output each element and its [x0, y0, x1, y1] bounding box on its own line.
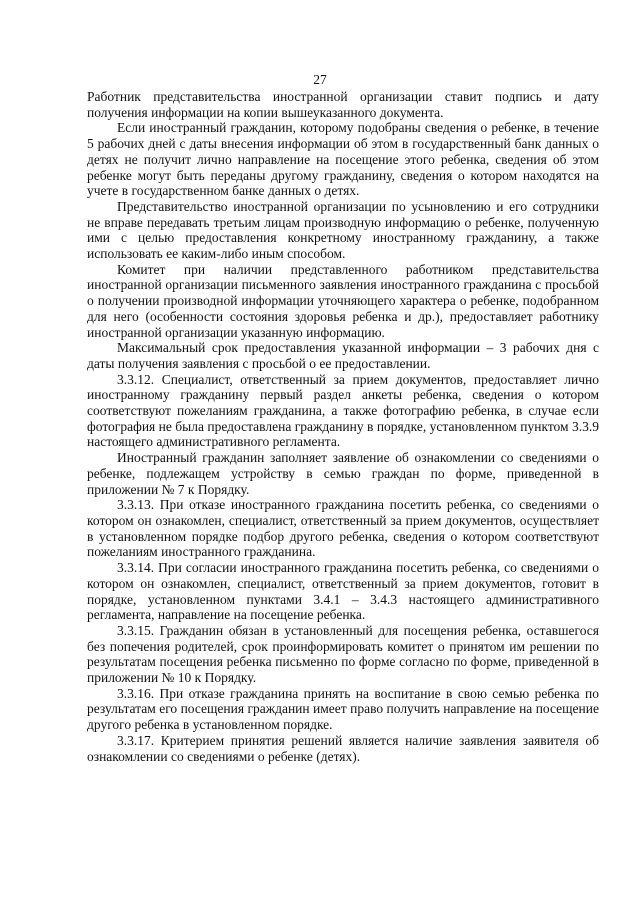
paragraph: Представительство иностранной организации по усыновлению и его сотрудники не вправе передавать третьим лицам производную информацию о ребенке, полученную ими с целью предоставления конкретному иностранному гражданину, а также использовать ее каким-либо иным способом.: [87, 198, 599, 262]
paragraph: Максимальный срок предоставления указанной информации – 3 рабочих дня с даты получения заявления с просьбой о ее предоставлении.: [87, 340, 599, 371]
paragraph: 3.3.12. Специалист, ответственный за прием документов, предоставляет лично иностранному гражданину первый раздел анкеты ребенка, сведения о котором соответствуют пожеланиям гражданина, а также фотографию ребенка, в случае если фотография не была предоставлена гражданину в порядке, установленном пунктом 3.3.9 настоящего административного регламента.: [87, 371, 599, 450]
paragraph: 3.3.17. Критерием принятия решений является наличие заявления заявителя об ознакомлении со сведениями о ребенке (детях).: [87, 732, 599, 764]
paragraph: 3.3.16. При отказе гражданина принять на воспитание в свою семью ребенка по результатам его посещения гражданин имеет право получить направление на посещение другого ребенка в установленном порядке.: [87, 685, 599, 733]
paragraph: 3.3.15. Гражданин обязан в установленный для посещения ребенка, оставшегося без попечения родителей, срок проинформировать комитет о принятом им решении по результатам посещения ребенка письменно по форме согласно по форме, приведенной в приложении № 10 к Порядку.: [87, 622, 599, 686]
paragraph: Работник представительства иностранной организации ставит подпись и дату получения информации на копии вышеуказанного документа.: [87, 89, 599, 120]
paragraph: Комитет при наличии представленного работником представительства иностранной организации письменного заявления иностранного гражданина с просьбой о получении производной информации уточняющего характера о ребенке, подобранном для него (особенности состояния здоровья ребенка и др.), предоставляет работнику иностранной организации указанную информацию.: [87, 261, 599, 340]
page-number: 27: [313, 72, 327, 87]
paragraph: Если иностранный гражданин, которому подобраны сведения о ребенке, в течение 5 рабочих дней с даты внесения информации об этом в государственный банк данных о детях не получит лично направление на посещение этого ребенка, сведения об этом ребенке могут быть переданы другому гражданину, сведения о котором находятся на учете в государственном банке данных о детях.: [87, 120, 599, 199]
document-body: [87, 89, 599, 764]
paragraph: Иностранный гражданин заполняет заявление об ознакомлении со сведениями о ребенке, подлежащем устройству в семью граждан по форме, приведенной в приложении № 7 к Порядку.: [87, 450, 599, 497]
paragraph: 3.3.13. При отказе иностранного гражданина посетить ребенка, со сведениями о котором он ознакомлен, специалист, ответственный за прием документов, осуществляет в установленном порядке подбор другого ребенка, сведения о котором соответствуют пожеланиям иностранного гражданина.: [87, 497, 599, 560]
paragraph: 3.3.14. При согласии иностранного гражданина посетить ребенка, со сведениями о котором он ознакомлен, специалист, ответственный за прием документов, готовит в порядке, установленном пунктами 3.4.1 – 3.4.3 настоящего административного регламента, направление на посещение ребенка.: [87, 560, 599, 623]
